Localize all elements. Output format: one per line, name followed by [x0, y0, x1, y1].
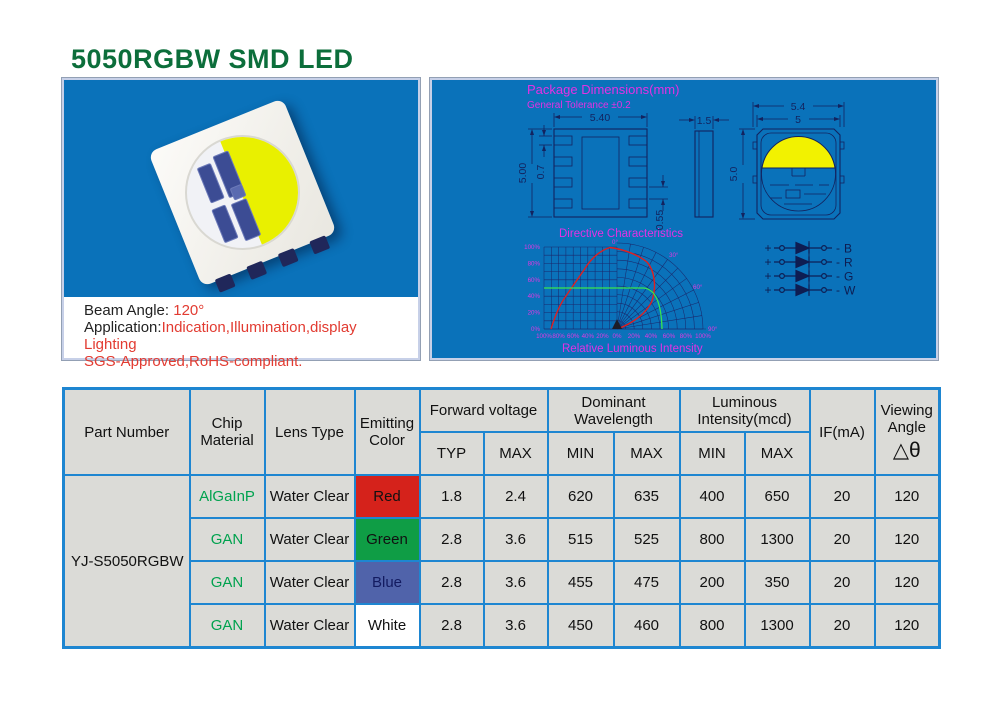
col-wl-max: MAX — [614, 432, 680, 475]
drawing-title: Package Dimensions(mm) — [527, 82, 680, 97]
tick-label: 90° — [708, 326, 718, 333]
circuit-row-r — [764, 255, 853, 270]
wl-min-cell: 620 — [548, 475, 614, 518]
tick-label: 80% — [679, 333, 693, 340]
minus-sign: - — [836, 283, 840, 297]
dim-top-height: 5.00 — [517, 162, 529, 184]
bottom-view-drawing — [517, 112, 668, 230]
tick-label: 80% — [527, 260, 540, 268]
lens-type-cell: Water Clear — [265, 475, 355, 518]
table-row-white — [64, 604, 940, 648]
iv-min-cell: 200 — [680, 561, 745, 604]
tick-label: 60% — [567, 333, 580, 340]
wl-min-cell: 455 — [548, 561, 614, 604]
led-cavity — [168, 118, 318, 268]
iv-max-cell: 350 — [745, 561, 810, 604]
part-number-cell: YJ-S5050RGBW — [64, 475, 190, 648]
if-cell: 20 — [810, 518, 875, 561]
wl-min-cell: 515 — [548, 518, 614, 561]
col-emitting-color: Emitting Color — [355, 389, 420, 476]
header-row-1 — [64, 389, 940, 433]
vf-max-cell: 3.6 — [484, 561, 548, 604]
page-title: 5050RGBW SMD LED — [71, 44, 354, 74]
compliance-text: SGS-Approved,RoHS-compliant. — [84, 353, 303, 370]
emitting-color-cell: Blue — [355, 561, 420, 604]
circuit-row-b — [764, 241, 852, 256]
emitting-color-cell: White — [355, 604, 420, 648]
plus-sign: + — [764, 241, 772, 255]
application-label: Application: — [84, 319, 162, 336]
iv-min-cell: 800 — [680, 604, 745, 648]
tick-label: 0° — [612, 239, 618, 246]
lens-type-cell: Water Clear — [265, 518, 355, 561]
col-forward-voltage: Forward voltage — [420, 389, 548, 433]
emitting-color-cell: Red — [355, 475, 420, 518]
vf-max-cell: 2.4 — [484, 475, 548, 518]
channel-label: W — [844, 283, 856, 298]
product-photo-panel — [62, 78, 420, 370]
vf-typ-cell: 1.8 — [420, 475, 484, 518]
chip-material-cell: GAN — [190, 604, 265, 648]
plus-sign: + — [764, 255, 772, 269]
directivity-grid — [544, 243, 706, 329]
tick-label: 20% — [627, 333, 641, 340]
led-leg — [215, 273, 236, 292]
circuit-diagram — [764, 241, 856, 298]
plus-sign: + — [764, 269, 772, 283]
channel-label: G — [844, 269, 854, 284]
wl-max-cell: 475 — [614, 561, 680, 604]
col-chip-material: Chip Material — [190, 389, 265, 476]
side-view-drawing — [679, 115, 729, 217]
channel-label: R — [844, 255, 853, 270]
dim-face-h: 5.0 — [728, 166, 740, 182]
col-vf-typ: TYP — [420, 432, 484, 475]
col-viewing-angle — [875, 389, 940, 476]
application-value: Indication,Illumination,display Lighting — [84, 319, 357, 353]
circuit-row-w — [764, 283, 856, 298]
channel-label: B — [844, 241, 853, 256]
if-cell: 20 — [810, 561, 875, 604]
application-line — [84, 319, 410, 353]
directivity-chart — [524, 228, 718, 355]
tick-label: 40% — [527, 293, 540, 301]
iv-min-cell: 400 — [680, 475, 745, 518]
col-luminous-intensity: Luminous Intensity(mcd) — [680, 389, 810, 433]
vf-max-cell: 3.6 — [484, 604, 548, 648]
vf-max-cell: 3.6 — [484, 518, 548, 561]
tick-label: 100% — [695, 333, 711, 340]
package-drawing-svg — [432, 80, 934, 356]
col-vf-max: MAX — [484, 432, 548, 475]
angle-cell: 120 — [875, 604, 940, 648]
col-dominant-wavelength: Dominant Wavelength — [548, 389, 680, 433]
minus-sign: - — [836, 255, 840, 269]
if-cell: 20 — [810, 475, 875, 518]
tolerance-note: General Tolerance ±0.2 — [527, 100, 631, 111]
chip-material-cell: GAN — [190, 561, 265, 604]
led-leg — [278, 248, 299, 267]
circuit-row-g — [764, 269, 853, 284]
tick-label: 100% — [536, 333, 552, 340]
tick-label: 0% — [531, 326, 540, 333]
wl-max-cell: 525 — [614, 518, 680, 561]
col-part-number: Part Number — [64, 389, 190, 476]
face-view-drawing — [728, 101, 844, 219]
tick-label: 0% — [612, 333, 622, 340]
led-leg — [309, 235, 330, 254]
iv-max-cell: 1300 — [745, 604, 810, 648]
viewing-angle-label: Viewing Angle — [880, 401, 933, 436]
directivity-title: Directive Characteristics — [559, 228, 683, 240]
delta-theta-symbol: △θ — [892, 438, 921, 462]
table-row-blue — [64, 561, 940, 604]
grid-line — [617, 268, 678, 329]
tick-label: 20% — [596, 333, 609, 340]
emitting-color-cell: Green — [355, 518, 420, 561]
beam-angle-value: 120° — [173, 302, 205, 319]
vf-typ-cell: 2.8 — [420, 604, 484, 648]
if-cell: 20 — [810, 604, 875, 648]
dim-top-width: 5.40 — [589, 112, 611, 124]
tick-label: 80% — [552, 333, 565, 340]
spec-table — [62, 387, 941, 649]
beam-angle-label: Beam Angle: — [84, 302, 174, 319]
col-wl-min: MIN — [548, 432, 614, 475]
plus-sign: + — [764, 283, 772, 297]
grid-line — [617, 278, 687, 329]
angle-cell: 120 — [875, 518, 940, 561]
dim-gap: 0.55 — [654, 209, 666, 231]
tick-label: 40% — [581, 333, 594, 340]
tick-label: 30° — [669, 252, 679, 259]
chip-material-cell: AlGaInP — [190, 475, 265, 518]
dim-face-w1: 5.4 — [790, 101, 806, 113]
tick-label: 60% — [527, 276, 540, 284]
table-row-green — [64, 518, 940, 561]
col-lens-type: Lens Type — [265, 389, 355, 476]
vf-typ-cell: 2.8 — [420, 561, 484, 604]
iv-min-cell: 800 — [680, 518, 745, 561]
tick-label: 20% — [527, 309, 540, 317]
col-iv-max: MAX — [745, 432, 810, 475]
dim-pad: 0.7 — [535, 164, 547, 180]
directivity-xlabel: Relative Luminous Intensity — [562, 343, 703, 355]
angle-cell: 120 — [875, 561, 940, 604]
col-if-ma: IF(mA) — [810, 389, 875, 476]
photo-caption — [64, 297, 418, 370]
led-photo — [64, 80, 418, 304]
package-drawing-panel — [430, 78, 938, 360]
led-leg — [246, 261, 267, 280]
half-power-line — [544, 288, 662, 329]
vf-typ-cell: 2.8 — [420, 518, 484, 561]
minus-sign: - — [836, 269, 840, 283]
wl-max-cell: 635 — [614, 475, 680, 518]
lens-type-cell: Water Clear — [265, 561, 355, 604]
wl-min-cell: 450 — [548, 604, 614, 648]
angle-cell: 120 — [875, 475, 940, 518]
led-package-image — [148, 98, 337, 287]
lens-type-cell: Water Clear — [265, 604, 355, 648]
tick-label: 60% — [662, 333, 676, 340]
dim-side-width: 1.5 — [696, 115, 712, 127]
beam-angle-line — [84, 302, 410, 319]
iv-max-cell: 1300 — [745, 518, 810, 561]
chip-material-cell: GAN — [190, 518, 265, 561]
dim-face-w2: 5 — [795, 114, 801, 126]
tick-label: 60° — [693, 284, 703, 291]
col-iv-min: MIN — [680, 432, 745, 475]
iv-max-cell: 650 — [745, 475, 810, 518]
tick-label: 40% — [644, 333, 658, 340]
tick-label: 100% — [524, 244, 540, 251]
compliance-line — [84, 353, 410, 370]
minus-sign: - — [836, 241, 840, 255]
wl-max-cell: 460 — [614, 604, 680, 648]
table-row-red — [64, 475, 940, 518]
